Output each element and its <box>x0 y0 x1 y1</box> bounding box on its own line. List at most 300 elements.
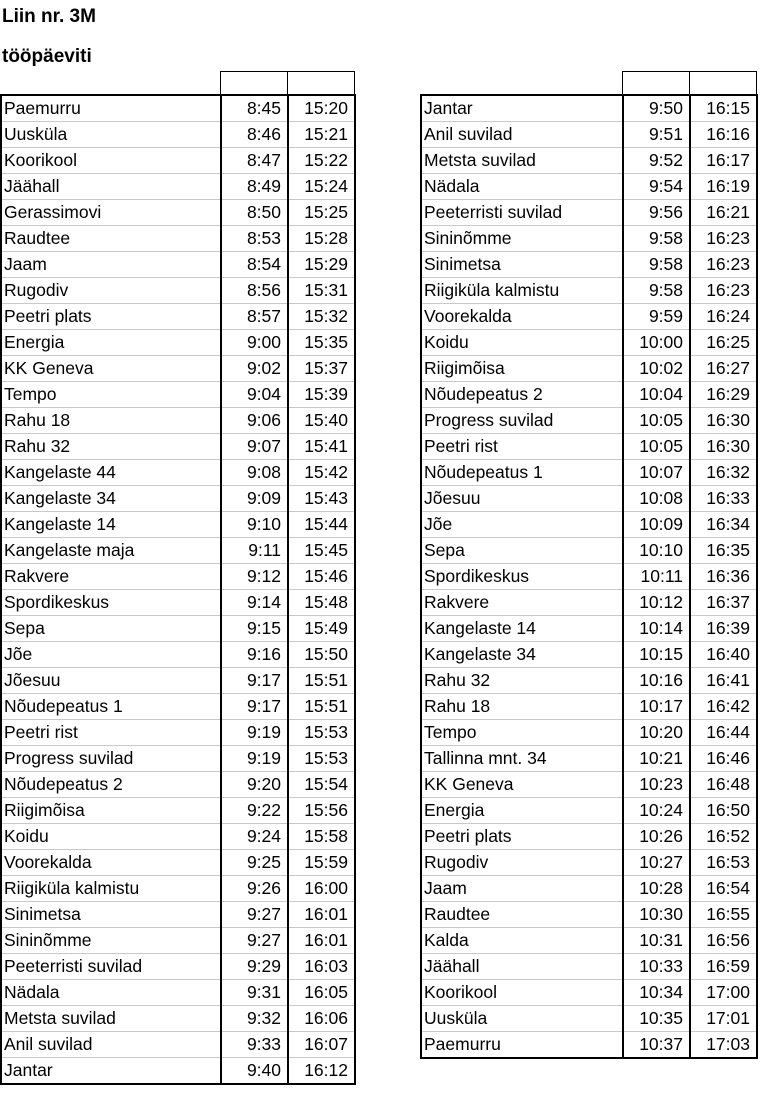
departure-time-1: 10:05 <box>623 434 690 460</box>
departure-time-1: 10:10 <box>623 538 690 564</box>
stop-name: Voorekalda <box>1 850 221 876</box>
stop-name: Kangelaste 34 <box>1 486 221 512</box>
stop-name: Riigimõisa <box>1 798 221 824</box>
table-row <box>421 226 757 252</box>
departure-time-2: 16:27 <box>690 356 757 382</box>
departure-time-1: 9:40 <box>221 1058 288 1085</box>
departure-time-1: 9:58 <box>623 278 690 304</box>
departure-time-1: 8:57 <box>221 304 288 330</box>
departure-time-2: 15:50 <box>288 642 355 668</box>
stop-name: Jaam <box>421 876 623 902</box>
stop-name: Jõe <box>1 642 221 668</box>
departure-time-2: 15:20 <box>288 95 355 122</box>
departure-time-1: 10:07 <box>623 460 690 486</box>
stop-name: Sinimetsa <box>421 252 623 278</box>
departure-time-2: 16:39 <box>690 616 757 642</box>
table-row <box>421 720 757 746</box>
stop-name: Nõudepeatus 2 <box>1 772 221 798</box>
departure-time-1: 9:17 <box>221 668 288 694</box>
departure-time-2: 16:42 <box>690 694 757 720</box>
departure-time-1: 10:09 <box>623 512 690 538</box>
departure-time-1: 9:14 <box>221 590 288 616</box>
departure-time-2: 15:21 <box>288 122 355 148</box>
departure-time-1: 9:00 <box>221 330 288 356</box>
table-row <box>421 902 757 928</box>
table-row <box>1 356 355 382</box>
table-row <box>421 486 757 512</box>
table-row <box>1 538 355 564</box>
table-row <box>421 694 757 720</box>
departure-time-2: 16:33 <box>690 486 757 512</box>
stop-name: Kangelaste 44 <box>1 460 221 486</box>
departure-time-2: 17:03 <box>690 1032 757 1059</box>
departure-time-2: 16:03 <box>288 954 355 980</box>
departure-time-2: 17:00 <box>690 980 757 1006</box>
departure-time-2: 16:48 <box>690 772 757 798</box>
departure-time-2: 15:37 <box>288 356 355 382</box>
header-cell <box>288 72 355 95</box>
table-row <box>1 694 355 720</box>
left-timetable-body <box>1 95 355 1084</box>
table-row <box>421 772 757 798</box>
stop-name: Metsta suvilad <box>421 148 623 174</box>
stop-name: Kangelaste 34 <box>421 642 623 668</box>
departure-time-2: 15:28 <box>288 226 355 252</box>
table-row <box>1 564 355 590</box>
table-row <box>1 746 355 772</box>
departure-time-2: 16:12 <box>288 1058 355 1085</box>
stop-name: Jantar <box>4 1060 53 1080</box>
stop-name: Kalda <box>421 928 623 954</box>
table-row <box>1 460 355 486</box>
table-row <box>421 356 757 382</box>
departure-time-1: 9:56 <box>623 200 690 226</box>
departure-time-1: 10:28 <box>623 876 690 902</box>
departure-time-2: 16:40 <box>690 642 757 668</box>
page-title: Liin nr. 3M <box>2 6 96 27</box>
stop-name: Raudtee <box>421 902 623 928</box>
departure-time-1: 9:06 <box>221 408 288 434</box>
table-row <box>421 512 757 538</box>
departure-time-2: 15:35 <box>288 330 355 356</box>
departure-time-1: 9:07 <box>221 434 288 460</box>
departure-time-2: 15:29 <box>288 252 355 278</box>
departure-time-1: 9:29 <box>221 954 288 980</box>
departure-time-2: 16:30 <box>690 408 757 434</box>
stop-name: Gerassimovi <box>1 200 221 226</box>
departure-time-1: 9:16 <box>221 642 288 668</box>
departure-time-1: 9:10 <box>221 512 288 538</box>
table-row <box>1 226 355 252</box>
table-row <box>421 850 757 876</box>
stop-name: Riigiküla kalmistu <box>1 876 221 902</box>
departure-time-1: 10:35 <box>623 1006 690 1032</box>
stop-name: Koorikool <box>1 148 221 174</box>
table-row <box>421 304 757 330</box>
right-timetable-body <box>421 95 757 1058</box>
departure-time-2: 15:39 <box>288 382 355 408</box>
stop-name: Anil suvilad <box>1 1032 221 1058</box>
table-row <box>421 564 757 590</box>
stop-name: Rugodiv <box>421 850 623 876</box>
stop-name: Sepa <box>1 616 221 642</box>
departure-time-1: 9:59 <box>623 304 690 330</box>
departure-time-1: 9:09 <box>221 486 288 512</box>
table-row <box>421 980 757 1006</box>
departure-time-2: 16:25 <box>690 330 757 356</box>
table-row <box>1 798 355 824</box>
stop-name: Koidu <box>1 824 221 850</box>
departure-time-1: 10:15 <box>623 642 690 668</box>
table-row <box>421 200 757 226</box>
stop-name: Sinimetsa <box>1 902 221 928</box>
table-row <box>421 174 757 200</box>
table-row <box>421 460 757 486</box>
stop-name: Sepa <box>421 538 623 564</box>
stop-name: Progress suvilad <box>1 746 221 772</box>
departure-time-2: 16:23 <box>690 278 757 304</box>
departure-time-2: 16:15 <box>690 95 757 122</box>
departure-time-1: 9:32 <box>221 1006 288 1032</box>
stop-name: Jõesuu <box>421 486 623 512</box>
stop-name: Peetri plats <box>421 824 623 850</box>
table-row <box>421 330 757 356</box>
departure-time-1: 10:20 <box>623 720 690 746</box>
departure-time-1: 9:17 <box>221 694 288 720</box>
departure-time-2: 16:00 <box>288 876 355 902</box>
stop-name: Paemurru <box>1 95 221 122</box>
departure-time-2: 16:55 <box>690 902 757 928</box>
stop-name: Peetri rist <box>1 720 221 746</box>
table-row <box>1 278 355 304</box>
departure-time-1: 9:20 <box>221 772 288 798</box>
left-timetable <box>0 94 356 1085</box>
departure-time-1: 8:54 <box>221 252 288 278</box>
departure-time-2: 16:32 <box>690 460 757 486</box>
departure-time-2: 15:51 <box>288 694 355 720</box>
departure-time-2: 16:23 <box>690 252 757 278</box>
departure-time-2: 16:44 <box>690 720 757 746</box>
stop-name: Anil suvilad <box>421 122 623 148</box>
departure-time-2: 15:56 <box>288 798 355 824</box>
stop-name: Nõudepeatus 1 <box>421 460 623 486</box>
departure-time-2: 15:43 <box>288 486 355 512</box>
table-row <box>1 330 355 356</box>
stop-name: Riigiküla kalmistu <box>421 278 623 304</box>
departure-time-1: 10:16 <box>623 668 690 694</box>
table-row <box>1 512 355 538</box>
departure-time-1: 9:27 <box>221 902 288 928</box>
table-row <box>1 954 355 980</box>
departure-time-1: 10:31 <box>623 928 690 954</box>
departure-time-2: 16:23 <box>690 226 757 252</box>
departure-time-1: 9:02 <box>221 356 288 382</box>
stop-name: Koidu <box>421 330 623 356</box>
departure-time-1: 9:12 <box>221 564 288 590</box>
departure-time-2: 17:01 <box>690 1006 757 1032</box>
table-row <box>1 1032 355 1058</box>
table-row <box>421 278 757 304</box>
departure-time-1: 9:24 <box>221 824 288 850</box>
table-row <box>421 590 757 616</box>
departure-time-2: 16:30 <box>690 434 757 460</box>
page-subtitle: tööpäeviti <box>2 46 92 67</box>
departure-time-1: 10:30 <box>623 902 690 928</box>
stop-name: Jäähall <box>1 174 221 200</box>
departure-time-2: 16:36 <box>690 564 757 590</box>
table-row <box>421 954 757 980</box>
stop-name: Rahu 32 <box>1 434 221 460</box>
stop-name: Peetri plats <box>1 304 221 330</box>
table-row <box>1 720 355 746</box>
table-row <box>421 668 757 694</box>
departure-time-2: 16:50 <box>690 798 757 824</box>
table-row <box>421 876 757 902</box>
departure-time-2: 15:46 <box>288 564 355 590</box>
table-row <box>1 1006 355 1032</box>
table-row <box>421 122 757 148</box>
departure-time-2: 16:53 <box>690 850 757 876</box>
departure-time-2: 15:41 <box>288 434 355 460</box>
departure-time-1: 9:26 <box>221 876 288 902</box>
stop-name: Sininõmme <box>421 226 623 252</box>
departure-time-2: 15:31 <box>288 278 355 304</box>
departure-time-2: 16:29 <box>690 382 757 408</box>
table-row <box>1 408 355 434</box>
departure-time-2: 16:01 <box>288 902 355 928</box>
departure-time-1: 10:37 <box>623 1032 690 1059</box>
departure-time-1: 10:34 <box>623 980 690 1006</box>
departure-time-1: 9:52 <box>623 148 690 174</box>
departure-time-2: 15:51 <box>288 668 355 694</box>
stop-name: Jõesuu <box>1 668 221 694</box>
header-cell <box>690 72 757 95</box>
table-row <box>421 252 757 278</box>
stop-name: Uusküla <box>1 122 221 148</box>
table-row <box>1 486 355 512</box>
departure-time-2: 16:19 <box>690 174 757 200</box>
departure-time-2: 16:54 <box>690 876 757 902</box>
table-row <box>1 200 355 226</box>
table-row <box>421 798 757 824</box>
right-timetable <box>420 94 758 1059</box>
stop-name: Spordikeskus <box>421 564 623 590</box>
stop-name: Jõe <box>421 512 623 538</box>
departure-time-2: 15:24 <box>288 174 355 200</box>
departure-time-1: 10:05 <box>623 408 690 434</box>
table-row <box>421 434 757 460</box>
departure-time-2: 15:22 <box>288 148 355 174</box>
stop-name: Jantar <box>421 95 623 122</box>
header-cell <box>221 72 288 95</box>
stop-name: Progress suvilad <box>421 408 623 434</box>
departure-time-1: 8:47 <box>221 148 288 174</box>
departure-time-1: 9:58 <box>623 226 690 252</box>
departure-time-1: 8:49 <box>221 174 288 200</box>
departure-time-2: 16:59 <box>690 954 757 980</box>
stop-name: Paemurru <box>424 1034 501 1054</box>
departure-time-1: 9:27 <box>221 928 288 954</box>
departure-time-2: 15:48 <box>288 590 355 616</box>
header-cell <box>623 72 690 95</box>
stop-name: Peeterristi suvilad <box>1 954 221 980</box>
table-row <box>1 876 355 902</box>
departure-time-1: 9:50 <box>623 95 690 122</box>
table-row <box>421 1006 757 1032</box>
departure-time-2: 16:37 <box>690 590 757 616</box>
table-row <box>1 95 355 122</box>
departure-time-1: 9:08 <box>221 460 288 486</box>
departure-time-2: 15:40 <box>288 408 355 434</box>
table-row <box>421 538 757 564</box>
departure-time-1: 8:45 <box>221 95 288 122</box>
departure-time-1: 10:33 <box>623 954 690 980</box>
departure-time-1: 8:53 <box>221 226 288 252</box>
departure-time-1: 9:19 <box>221 720 288 746</box>
departure-time-1: 9:31 <box>221 980 288 1006</box>
departure-time-1: 9:04 <box>221 382 288 408</box>
stop-name: Peetri rist <box>421 434 623 460</box>
departure-time-1: 10:02 <box>623 356 690 382</box>
departure-time-2: 16:21 <box>690 200 757 226</box>
stop-name: Energia <box>1 330 221 356</box>
table-row <box>421 616 757 642</box>
table-row <box>1 824 355 850</box>
stop-name: Nõudepeatus 2 <box>421 382 623 408</box>
departure-time-2: 15:53 <box>288 746 355 772</box>
table-row <box>1 850 355 876</box>
table-row <box>1 304 355 330</box>
departure-time-1: 10:23 <box>623 772 690 798</box>
table-row <box>421 95 757 122</box>
departure-time-1: 9:25 <box>221 850 288 876</box>
table-row <box>1 668 355 694</box>
stop-name: Sininõmme <box>1 928 221 954</box>
departure-time-2: 15:59 <box>288 850 355 876</box>
table-row <box>1 434 355 460</box>
stop-name: Jäähall <box>421 954 623 980</box>
stop-name: Kangelaste maja <box>1 538 221 564</box>
table-row <box>421 746 757 772</box>
departure-time-2: 16:07 <box>288 1032 355 1058</box>
departure-time-1: 9:19 <box>221 746 288 772</box>
stop-name: Energia <box>421 798 623 824</box>
departure-time-1: 10:17 <box>623 694 690 720</box>
departure-time-1: 10:12 <box>623 590 690 616</box>
departure-time-2: 16:05 <box>288 980 355 1006</box>
table-row <box>1 902 355 928</box>
departure-time-2: 16:01 <box>288 928 355 954</box>
table-row <box>1 148 355 174</box>
table-row <box>1 642 355 668</box>
table-row <box>1 382 355 408</box>
departure-time-2: 16:52 <box>690 824 757 850</box>
stop-name: Rakvere <box>421 590 623 616</box>
stop-name: Rahu 32 <box>421 668 623 694</box>
table-row <box>421 148 757 174</box>
stop-name: KK Geneva <box>1 356 221 382</box>
departure-time-2: 15:53 <box>288 720 355 746</box>
departure-time-1: 8:50 <box>221 200 288 226</box>
departure-time-1: 10:14 <box>623 616 690 642</box>
departure-time-1: 10:26 <box>623 824 690 850</box>
departure-time-2: 15:25 <box>288 200 355 226</box>
departure-time-2: 16:41 <box>690 668 757 694</box>
stop-name: Tempo <box>421 720 623 746</box>
table-row <box>1 174 355 200</box>
stop-name: Kangelaste 14 <box>1 512 221 538</box>
table-row <box>1 590 355 616</box>
stop-name: Raudtee <box>1 226 221 252</box>
departure-time-2: 16:06 <box>288 1006 355 1032</box>
stop-name: Spordikeskus <box>1 590 221 616</box>
stop-name: Rakvere <box>1 564 221 590</box>
stop-name: Uusküla <box>421 1006 623 1032</box>
stop-name: Rahu 18 <box>1 408 221 434</box>
departure-time-2: 16:16 <box>690 122 757 148</box>
departure-time-1: 9:15 <box>221 616 288 642</box>
departure-time-1: 8:46 <box>221 122 288 148</box>
departure-time-2: 16:56 <box>690 928 757 954</box>
table-row <box>1 928 355 954</box>
departure-time-1: 10:00 <box>623 330 690 356</box>
stop-name: Metsta suvilad <box>1 1006 221 1032</box>
departure-time-1: 9:54 <box>623 174 690 200</box>
left-table-header <box>220 71 355 95</box>
table-row <box>1 122 355 148</box>
departure-time-2: 15:42 <box>288 460 355 486</box>
table-row <box>421 928 757 954</box>
departure-time-2: 16:34 <box>690 512 757 538</box>
table-row <box>421 382 757 408</box>
departure-time-2: 15:58 <box>288 824 355 850</box>
departure-time-1: 9:11 <box>221 538 288 564</box>
table-row <box>1 616 355 642</box>
departure-time-2: 16:17 <box>690 148 757 174</box>
stop-name: Voorekalda <box>421 304 623 330</box>
stop-name: Rugodiv <box>1 278 221 304</box>
departure-time-1: 10:08 <box>623 486 690 512</box>
departure-time-2: 16:35 <box>690 538 757 564</box>
stop-name: Jaam <box>1 252 221 278</box>
stop-name: Nädala <box>1 980 221 1006</box>
departure-time-2: 15:49 <box>288 616 355 642</box>
departure-time-1: 9:58 <box>623 252 690 278</box>
departure-time-1: 9:22 <box>221 798 288 824</box>
table-row <box>421 642 757 668</box>
departure-time-2: 15:54 <box>288 772 355 798</box>
stop-name: Tallinna mnt. 34 <box>421 746 623 772</box>
departure-time-1: 9:33 <box>221 1032 288 1058</box>
departure-time-1: 9:51 <box>623 122 690 148</box>
table-row <box>1 1058 355 1085</box>
departure-time-1: 10:27 <box>623 850 690 876</box>
stop-name: Nõudepeatus 1 <box>1 694 221 720</box>
stop-name: Koorikool <box>421 980 623 1006</box>
departure-time-1: 10:21 <box>623 746 690 772</box>
departure-time-1: 8:56 <box>221 278 288 304</box>
table-row <box>421 824 757 850</box>
departure-time-2: 15:44 <box>288 512 355 538</box>
right-table-header <box>622 71 757 95</box>
table-row <box>1 772 355 798</box>
stop-name: Nädala <box>421 174 623 200</box>
stop-name: Kangelaste 14 <box>421 616 623 642</box>
departure-time-2: 15:32 <box>288 304 355 330</box>
departure-time-1: 10:11 <box>623 564 690 590</box>
table-row <box>1 980 355 1006</box>
departure-time-2: 16:24 <box>690 304 757 330</box>
